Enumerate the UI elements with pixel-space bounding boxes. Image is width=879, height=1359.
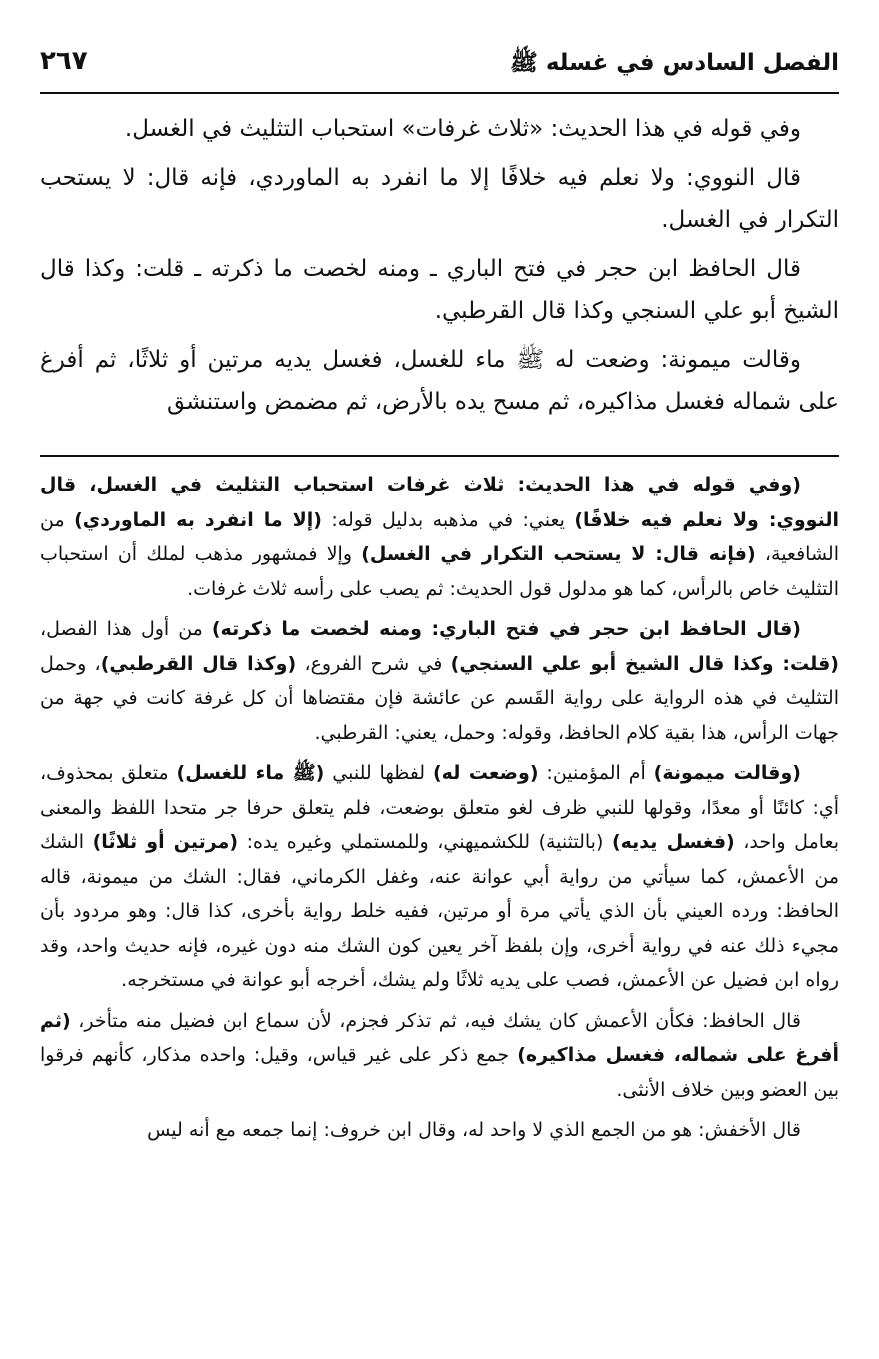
quoted-text: (قال الحافظ ابن حجر في فتح الباري: ومنه لخصت ما ذكرته) xyxy=(211,618,801,640)
commentary-run: من الشافعية، xyxy=(40,508,839,565)
commentary-run: يعني: في مذهبه بدليل قوله: xyxy=(321,508,575,531)
quoted-text: (وضعت له) xyxy=(433,762,539,784)
commentary-run: في شرح الفروع، xyxy=(296,652,451,675)
commentary-text xyxy=(40,468,839,1328)
matn-paragraph xyxy=(40,157,839,242)
commentary-paragraph xyxy=(40,756,839,998)
commentary-run: جمع ذكر على غير قياس، وقيل: واحده مذكار، كأنهم فرقوا بين العضو وبين خلاف الأنثى. xyxy=(40,1044,839,1101)
commentary-paragraph xyxy=(40,1113,839,1148)
commentary-run: من أول هذا الفصل، xyxy=(40,618,212,640)
matn-text-run: قال النووي: ولا نعلم فيه خلافًا إلا ما انفرد به الماوردي، فإنه قال: لا يستحب التكرار في الغسل. xyxy=(40,164,839,233)
matn-text-run: وقالت ميمونة: وضعت له ﷺ ماء للغسل، فغسل يديه مرتين أو ثلاثًا، ثم أفرغ على شماله فغسل مذاكيره، ثم مسح يده بالأرض، ثم مضمض واستنشق xyxy=(40,346,839,415)
commentary-run: متعلق بمحذوف، أي: كائنًا أو معدًا، وقولها للنبي ظرف لغو متعلق بوضعت، فلم يتعلق حرفا جر متحدا اللفظ والمعنى بعامل واحد، xyxy=(40,762,839,853)
commentary-paragraph xyxy=(40,1004,839,1108)
commentary-separator xyxy=(40,455,839,457)
commentary-run: لفظها للنبي xyxy=(324,762,433,784)
commentary-run: قال الحافظ: فكأن الأعمش كان يشك فيه، ثم تذكر فجزم، لأن سماع ابن فضيل منه متأخر، xyxy=(70,1009,801,1032)
quoted-text: (وقالت ميمونة) xyxy=(653,762,801,784)
commentary-run: ، وحمل التثليث في هذه الرواية على رواية القَسم عن عائشة فإن مقتضاها أن كل غرفة كانت في جهة من جهات الرأس، هذا بقية كلام الحافظ، وقوله: وحمل، يعني: القرطبي. xyxy=(40,652,839,744)
commentary-run: الشك من الأعمش، كما سيأتي من رواية أبي عوانة عنه، وغفل الكرماني، فقال: الشك من ميمونة، قاله الحافظ: ورده العيني بأن الذي يأتي مرة أو مرتين، ففيه خلط رواية بأخرى، كذا قال: وهو مردود بأن مجيء ذلك عنه في رواية أخرى، وإن بلفظ آخر يعين كون الشك منه دون غيره، فإنه حديث واحد، وقد رواه ابن فضيل عن الأعمش، فصب على يديه ثلاثًا ولم يشك، أخرجه أبو عوانة في مستخرجه. xyxy=(40,831,839,991)
commentary-paragraph xyxy=(40,612,839,750)
commentary-run: قال الأخفش: هو من الجمع الذي لا واحد له، وقال ابن خروف: إنما جمعه مع أنه ليس xyxy=(147,1119,801,1141)
quoted-text: (فإنه قال: لا يستحب التكرار في الغسل) xyxy=(361,543,756,565)
quoted-text: (مرتين أو ثلاثًا) xyxy=(92,831,239,853)
header-rule xyxy=(40,92,839,94)
quoted-text: (وكذا قال القرطبي) xyxy=(100,652,297,675)
commentary-paragraph xyxy=(40,468,839,606)
running-title: الفصل السادس في غسله ﷺ xyxy=(510,50,839,76)
matn-paragraph xyxy=(40,108,839,151)
page-header xyxy=(40,44,839,84)
matn-text-run: قال الحافظ ابن حجر في فتح الباري ـ ومنه لخصت ما ذكرته ـ قلت: وكذا قال الشيخ أبو علي السنجي وكذا قال القرطبي. xyxy=(40,255,839,324)
commentary-run: (بالتثنية) للكشميهني، وللمستملي وغيره يده: xyxy=(238,831,612,853)
quoted-text: (قلت: وكذا قال الشيخ أبو علي السنجي) xyxy=(450,652,839,675)
page-number: ٢٦٧ xyxy=(40,46,88,76)
quoted-text: (فغسل يديه) xyxy=(611,831,735,853)
quoted-text: (إلا ما انفرد به الماوردي) xyxy=(74,508,322,531)
commentary-run: أم المؤمنين: xyxy=(538,762,654,784)
quoted-text: (وفي قوله في هذا الحديث: ثلاث غرفات استحباب التثليث في الغسل، قال النووي: ولا نعلم فيه خلافًا) xyxy=(40,474,839,531)
commentary-run: وإلا فمشهور مذهب لملك أن استحباب التثليث خاص بالرأس، كما هو مدلول قول الحديث: ثم يصب على رأسه ثلاث غرفات. xyxy=(40,543,839,600)
main-text xyxy=(40,108,839,448)
matn-paragraph xyxy=(40,248,839,333)
matn-paragraph xyxy=(40,339,839,424)
quoted-text: (ثم أفرغ على شماله، فغسل مذاكيره) xyxy=(40,1009,839,1066)
matn-text-run: وفي قوله في هذا الحديث: «ثلاث غرفات» استحباب التثليث في الغسل. xyxy=(124,116,801,142)
quoted-text: (ﷺ ماء للغسل) xyxy=(176,762,325,784)
